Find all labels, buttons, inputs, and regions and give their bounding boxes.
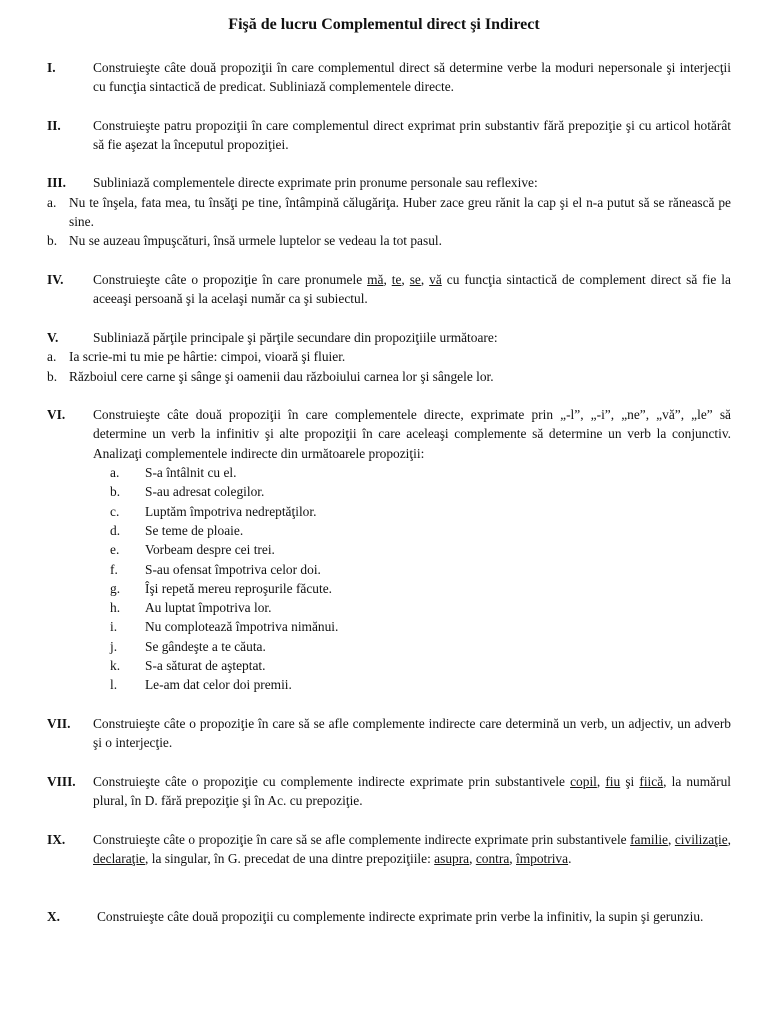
item-text: Luptăm împotriva nedreptăţilor. — [145, 503, 317, 519]
item-text: Se gândeşte a te căuta. — [145, 638, 266, 654]
item-text: S-a săturat de aşteptat. — [145, 658, 266, 673]
exercise-number: II. — [47, 118, 61, 133]
exercise-number: VII. — [47, 716, 71, 731]
underlined-word: asupra — [434, 851, 470, 867]
item-text: Ia scrie-mi tu mie pe hârtie: cimpoi, vioară şi fluier. — [69, 349, 346, 364]
exercise-text: Construieşte câte o propoziţie în care pronumele mă, te, se, vă cu funcţia sintactică de complement direct să fie la aceeaşi persoană şi la acelaşi număr ca şi subiectul. — [93, 272, 731, 307]
exercise-number: IV. — [47, 272, 64, 287]
exercise-text: Construieşte câte două propoziţii în care complementele directe, exprimate prin „-l”, „-i”, „ne”, „vă”, „le” să determine un verb la infinitiv şi alte propoziţii în care aceleaşi complemente să determine un verb la conjunctiv. Analizaţi complementele indirecte din următoarele propoziţii: — [93, 407, 731, 461]
underlined-word: civilizaţie — [674, 832, 728, 847]
exercise-number: III. — [47, 175, 66, 190]
exercise-text: Subliniază părţile principale şi părţile secundare din propoziţiile următoare: — [93, 330, 498, 345]
exercise-number: V. — [47, 330, 59, 345]
page-title: Fişă de lucru Complementul direct şi Indirect — [228, 16, 540, 33]
underlined-word: mă — [367, 272, 384, 287]
item-label: b. — [110, 484, 121, 500]
item-label: i. — [110, 619, 118, 635]
item-text: Nu te înşela, fata mea, tu însăţi pe tine, întâmpină călugăriţa. Huber zace greu rănit la cap şi el n-a putut să se rănească pe sine. — [69, 195, 731, 230]
text-part: Construieşte câte o propoziţie în care pronumele — [93, 272, 368, 287]
sentence-item — [0, 675, 768, 694]
text-part: , la numărul plural, în D. fără prepoziţie şi în Ac. cu prepoziţie. — [93, 774, 731, 809]
item-text: S-a întâlnit cu el. — [145, 465, 237, 480]
item-text: Au luptat împotriva lor. — [145, 600, 272, 616]
item-label: e. — [110, 542, 120, 558]
underlined-word: fiu — [605, 774, 621, 789]
underlined-word: te — [391, 272, 402, 287]
exercise-number: VI. — [47, 407, 66, 422]
sentence-item — [0, 521, 768, 540]
item-label: g. — [110, 580, 121, 596]
exercise-number: VIII. — [47, 774, 76, 789]
sentence-item — [0, 482, 768, 501]
item-text: Nu complotează împotriva nimănui. — [145, 619, 339, 635]
text-part: Construieşte câte o propoziţie cu complemente indirecte exprimate prin substantivele — [93, 774, 571, 789]
item-text: Le-am dat celor doi premii. — [145, 677, 292, 693]
text-part: cu funcţia sintactică de complement direct să fie la aceeaşi persoană şi la acelaşi număr ca şi subiectul. — [93, 272, 731, 307]
underlined-word: contra — [475, 851, 510, 867]
underlined-word: fiică — [639, 774, 664, 789]
text-part: . — [568, 851, 572, 867]
exercise-text: Construieşte patru propoziţii în care complementul direct exprimat prin substantiv fără prepoziţie şi cu articol hotărât să fie aşezat la începutul propoziţiei. — [93, 118, 731, 153]
sentence-item — [0, 598, 768, 617]
item-label: f. — [110, 561, 118, 577]
exercise-text: Construieşte câte o propoziţie cu complemente indirecte exprimate prin substantivele copil, fiu şi fiică, la numărul plural, în D. fără prepoziţie şi în Ac. cu prepoziţie. — [93, 774, 731, 809]
item-text: Îşi repetă mereu reproşurile făcute. — [145, 580, 332, 596]
item-label: c. — [110, 503, 120, 519]
item-label: a. — [47, 195, 57, 210]
exercise-text: Subliniază complementele directe exprimate prin pronume personale sau reflexive: — [93, 175, 538, 190]
exercise-text: Construieşte câte două propoziţii în care complementul direct să determine verbe la moduri nepersonale şi interjecţii cu funcţia sintactică de predicat. Subliniază complementele directe. — [93, 60, 731, 95]
item-label: j. — [110, 638, 118, 654]
item-label: a. — [110, 465, 120, 480]
item-text: S-au ofensat împotriva celor doi. — [145, 561, 321, 577]
exercise-text: Construieşte câte o propoziţie în care să se afle complemente indirecte care determină un verb, un adjectiv, un adverb şi o interjecţie. — [93, 716, 731, 751]
underlined-word: vă — [429, 272, 442, 287]
item-text: Războiul cere carne şi sânge şi oamenii dau războiului carnea lor şi sângele lor. — [69, 369, 494, 384]
sentence-item — [0, 579, 768, 598]
exercise-number: IX. — [47, 832, 66, 847]
item-label: b. — [47, 369, 58, 384]
item-label: d. — [110, 522, 121, 538]
underlined-word: copil — [570, 774, 597, 789]
item-label: k. — [110, 658, 121, 673]
exercise-text: Construieşte câte două propoziţii cu complemente indirecte exprimate prin verbe la infinitiv, la supin şi gerunziu. — [97, 909, 704, 924]
sentence-item — [0, 540, 768, 559]
sentence-item — [0, 502, 768, 521]
item-label: l. — [110, 677, 118, 693]
item-text: S-au adresat colegilor. — [145, 484, 265, 500]
underlined-word: familie — [630, 832, 669, 847]
text-part: şi — [620, 774, 640, 789]
sentence-item — [0, 617, 768, 636]
exercise-number: X. — [47, 909, 61, 924]
item-label: b. — [47, 233, 58, 248]
item-text: Se teme de ploaie. — [145, 522, 244, 538]
sentence-item — [0, 463, 768, 482]
underlined-word: împotriva — [516, 851, 569, 867]
sentence-item — [0, 637, 768, 656]
sentence-item — [0, 560, 768, 579]
text-part: Construieşte câte o propoziţie în care să se afle complemente indirecte exprimate prin substantivele — [93, 832, 631, 847]
sentence-item — [0, 656, 768, 675]
item-text: Vorbeam despre cei trei. — [145, 542, 275, 558]
item-text: Nu se auzeau împuşcături, însă urmele luptelor se vedeau la tot pasul. — [69, 233, 442, 248]
underlined-word: se — [409, 272, 421, 287]
item-label: h. — [110, 600, 121, 616]
text-part: , la singular, în G. precedat de una dintre prepoziţiile: — [145, 851, 435, 867]
underlined-word: declaraţie — [93, 851, 146, 867]
exercise-number: I. — [47, 60, 56, 75]
exercise-text: Construieşte câte o propoziţie în care să se afle complemente indirecte exprimate prin substantivele familie, civilizaţie, declaraţie, la singular, în G. precedat de una dintre prepoziţiile: asupra, contra, împotriva. — [93, 832, 731, 867]
item-label: a. — [47, 349, 57, 364]
